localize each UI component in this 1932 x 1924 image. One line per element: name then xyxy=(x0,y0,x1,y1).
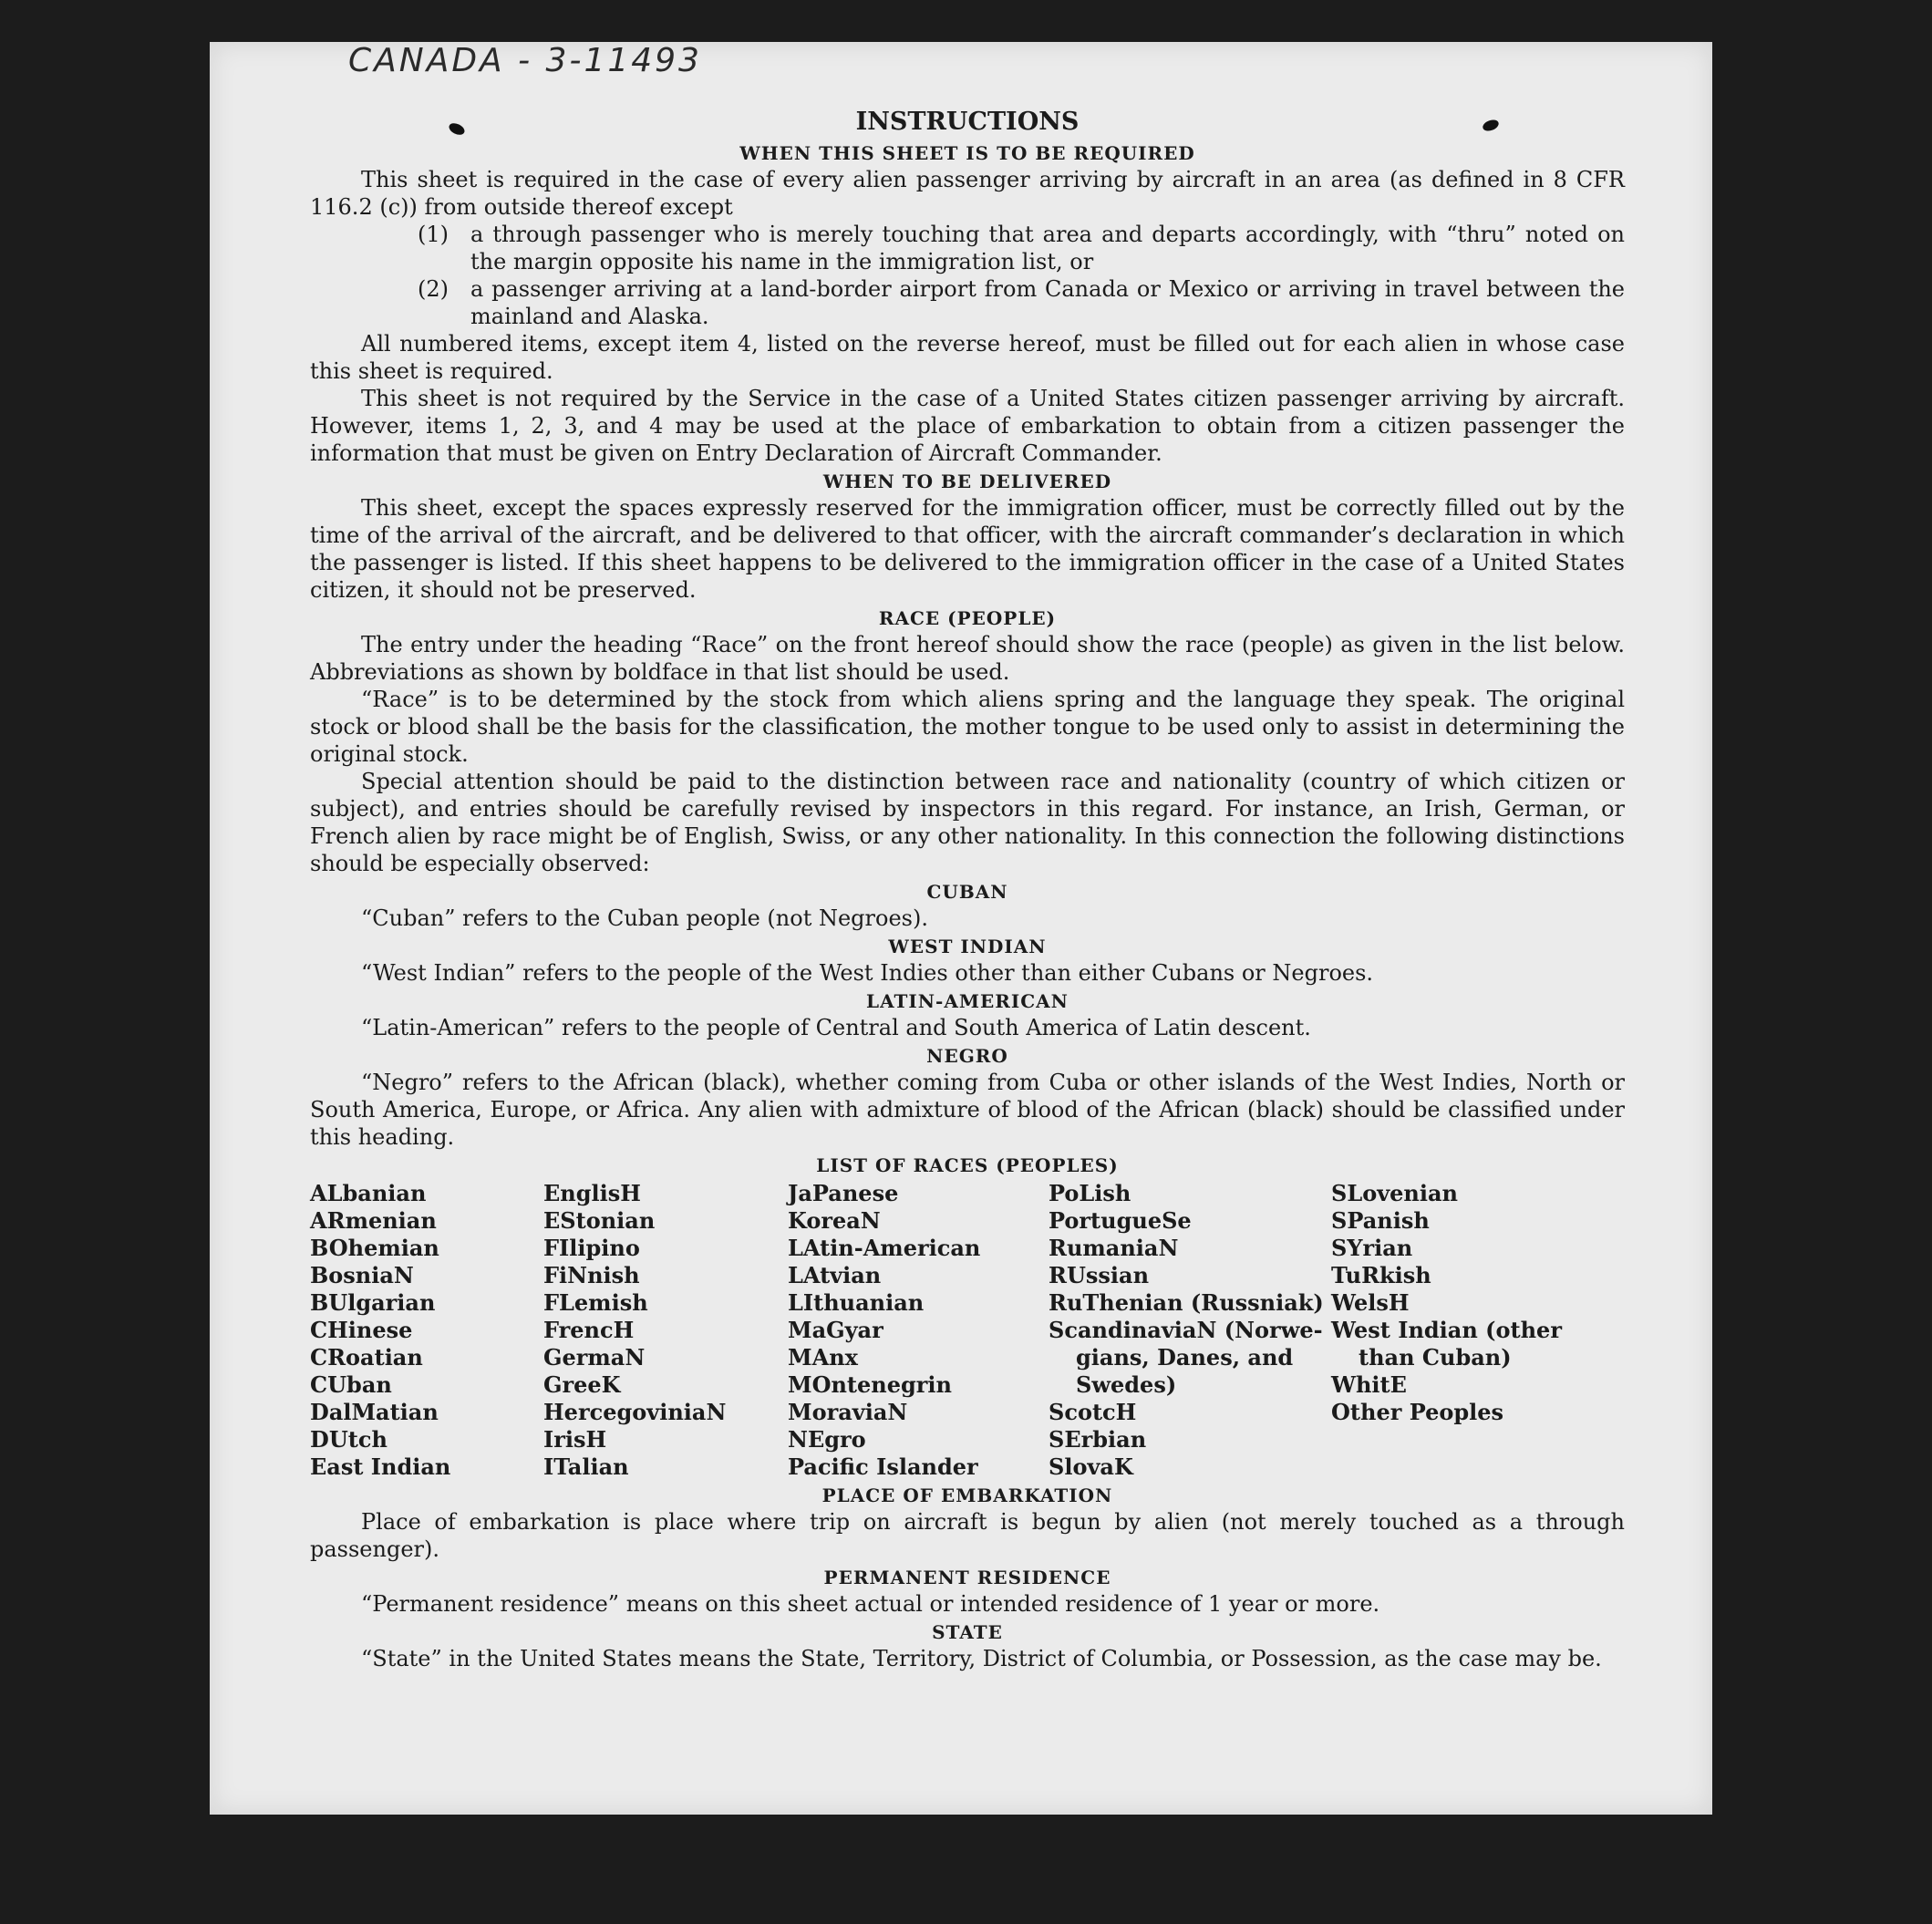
paragraph: The entry under the heading “Race” on the front hereof should show the race (people) as given in the list below. Abbreviations as shown by boldface in that list should be used. xyxy=(310,632,1625,685)
races-column xyxy=(1331,1180,1568,1481)
race-item: CUban xyxy=(310,1371,392,1398)
heading-list-of-races: LIST OF RACES (PEOPLES) xyxy=(816,1154,1119,1176)
paragraph: This sheet is required in the case of every alien passenger arriving by aircraft in an area (as defined in 8 CFR 116.2 (c)) from outside thereof except xyxy=(310,167,1625,220)
race-item: gians, Danes, and xyxy=(1076,1344,1294,1371)
race-item: MaGyar xyxy=(788,1317,883,1343)
race-item: CRoatian xyxy=(310,1344,423,1371)
heading-place-of-embarkation: PLACE OF EMBARKATION xyxy=(821,1484,1113,1506)
race-item: FIlipino xyxy=(543,1235,640,1261)
race-item: SlovaK xyxy=(1049,1453,1133,1480)
race-item: LAtvian xyxy=(788,1262,882,1288)
race-item: Pacific Islander xyxy=(788,1453,978,1480)
paragraph: All numbered items, except item 4, listed on the reverse hereof, must be filled out for each alien in whose case this sheet is required. xyxy=(310,331,1625,384)
race-item: PortugueSe xyxy=(1049,1207,1192,1234)
race-item: GreeK xyxy=(543,1371,621,1398)
instructions-content xyxy=(310,106,1625,1672)
race-item: BOhemian xyxy=(310,1235,439,1261)
race-item: SYrian xyxy=(1331,1235,1413,1261)
race-item: ScandinaviaN (Norwe- xyxy=(1049,1317,1323,1343)
race-item: RumaniaN xyxy=(1049,1235,1179,1261)
paragraph: “Cuban” refers to the Cuban people (not Negroes). xyxy=(361,905,928,931)
race-item: JaPanese xyxy=(788,1180,899,1206)
handwritten-note: CANADA - 3-11493 xyxy=(348,42,702,79)
race-item: BosniaN xyxy=(310,1262,414,1288)
race-item: FLemish xyxy=(543,1289,648,1316)
race-item: MoraviaN xyxy=(788,1399,908,1425)
race-item: NEgro xyxy=(788,1426,866,1453)
heading-negro: NEGRO xyxy=(926,1045,1008,1067)
paragraph: “West Indian” refers to the people of the West Indies other than either Cubans or Negroes. xyxy=(361,960,1374,986)
race-item: DUtch xyxy=(310,1426,387,1453)
paragraph: “Permanent residence” means on this sheet actual or intended residence of 1 year or more. xyxy=(361,1591,1380,1617)
race-item: MOntenegrin xyxy=(788,1371,952,1398)
race-item: LIthuanian xyxy=(788,1289,925,1316)
race-item: SPanish xyxy=(1331,1207,1430,1234)
paragraph: “State” in the United States means the State, Territory, District of Columbia, or Possession, as the case may be. xyxy=(361,1646,1602,1671)
paragraph: Place of embarkation is place where trip on aircraft is begun by alien (not merely touched as a through passenger). xyxy=(310,1509,1625,1562)
races-column xyxy=(788,1180,1049,1481)
race-item: RuThenian (Russniak) xyxy=(1049,1289,1324,1316)
races-column xyxy=(1049,1180,1331,1481)
race-item: EStonian xyxy=(543,1207,656,1234)
race-item: East Indian xyxy=(310,1453,451,1480)
races-list xyxy=(310,1180,1625,1481)
race-item: SLovenian xyxy=(1331,1180,1458,1206)
paragraph: “Negro” refers to the African (black), whether coming from Cuba or other islands of the West Indies, North or South America, Europe, or Africa. Any alien with admixture of blood of the African (black) should be classified under this heading. xyxy=(310,1070,1625,1150)
race-item: RUssian xyxy=(1049,1262,1150,1288)
race-item: SErbian xyxy=(1049,1426,1147,1453)
page-title: INSTRUCTIONS xyxy=(855,108,1080,136)
race-item: LAtin-American xyxy=(788,1235,981,1261)
race-item: Swedes) xyxy=(1076,1371,1177,1398)
item-number: (2) xyxy=(418,276,449,302)
race-item: PoLish xyxy=(1049,1180,1131,1206)
race-item: FrencH xyxy=(543,1317,635,1343)
heading-state: STATE xyxy=(932,1621,1003,1643)
item-text: a passenger arriving at a land-border airport from Canada or Mexico or arriving in travel between the mainland and Alaska. xyxy=(470,276,1625,329)
race-item: ScotcH xyxy=(1049,1399,1137,1425)
item-number: (1) xyxy=(418,222,449,247)
race-item: WhitE xyxy=(1331,1371,1407,1398)
race-item: DalMatian xyxy=(310,1399,439,1425)
race-item: Other Peoples xyxy=(1331,1399,1504,1425)
paragraph: This sheet is not required by the Service in the case of a United States citizen passenger arriving by aircraft. However, items 1, 2, 3, and 4 may be used at the place of embarkation to obtain from a citizen passenger the information that must be given on Entry Declaration of Aircraft Commander. xyxy=(310,386,1625,466)
race-item: than Cuban) xyxy=(1359,1344,1512,1371)
race-item: TuRkish xyxy=(1331,1262,1431,1288)
race-item: BUlgarian xyxy=(310,1289,436,1316)
heading-when-required: WHEN THIS SHEET IS TO BE REQUIRED xyxy=(739,142,1195,164)
race-item: IrisH xyxy=(543,1426,607,1453)
race-item: FiNnish xyxy=(543,1262,640,1288)
list-item xyxy=(310,221,1625,275)
race-item: KoreaN xyxy=(788,1207,881,1234)
paragraph: Special attention should be paid to the distinction between race and nationality (country of which citizen or subject), and entries should be carefully revised by inspectors in this regard. For instance, an Irish, German, or French alien by race might be of English, Swiss, or any other nationality. In this connection the following distinctions should be especially observed: xyxy=(310,769,1625,876)
heading-cuban: CUBAN xyxy=(926,881,1008,903)
heading-when-delivered: WHEN TO BE DELIVERED xyxy=(822,471,1112,492)
heading-race: RACE (PEOPLE) xyxy=(878,607,1057,629)
heading-permanent-residence: PERMANENT RESIDENCE xyxy=(823,1567,1111,1588)
race-item: ARmenian xyxy=(310,1207,437,1234)
races-column xyxy=(543,1180,788,1481)
race-item: WelsH xyxy=(1331,1289,1410,1316)
race-item: West Indian (other xyxy=(1331,1317,1562,1343)
races-column xyxy=(310,1180,543,1481)
race-item: CHinese xyxy=(310,1317,413,1343)
paragraph: “Race” is to be determined by the stock from which aliens spring and the language they speak. The original stock or blood shall be the basis for the classification, the mother tongue to be used only to assist in determining the original stock. xyxy=(310,687,1625,767)
race-item: MAnx xyxy=(788,1344,858,1371)
heading-west-indian: WEST INDIAN xyxy=(888,936,1047,957)
race-item: GermaN xyxy=(543,1344,646,1371)
paragraph: “Latin-American” refers to the people of Central and South America of Latin descent. xyxy=(361,1015,1311,1040)
paragraph: This sheet, except the spaces expressly reserved for the immigration officer, must be correctly filled out by the time of the arrival of the aircraft, and be delivered to that officer, with the aircraft commander’s declaration in which the passenger is listed. If this sheet happens to be delivered to the immigration officer in the case of a United States citizen, it should not be preserved. xyxy=(310,495,1625,603)
heading-latin-american: LATIN-AMERICAN xyxy=(866,990,1069,1012)
race-item: ALbanian xyxy=(310,1180,427,1206)
list-item xyxy=(310,275,1625,330)
race-item: EnglisH xyxy=(543,1180,641,1206)
race-item: HercegoviniaN xyxy=(543,1399,727,1425)
race-item: ITalian xyxy=(543,1453,629,1480)
item-text: a through passenger who is merely touching that area and departs accordingly, with “thru” noted on the margin opposite his name in the immigration list, or xyxy=(470,222,1625,274)
